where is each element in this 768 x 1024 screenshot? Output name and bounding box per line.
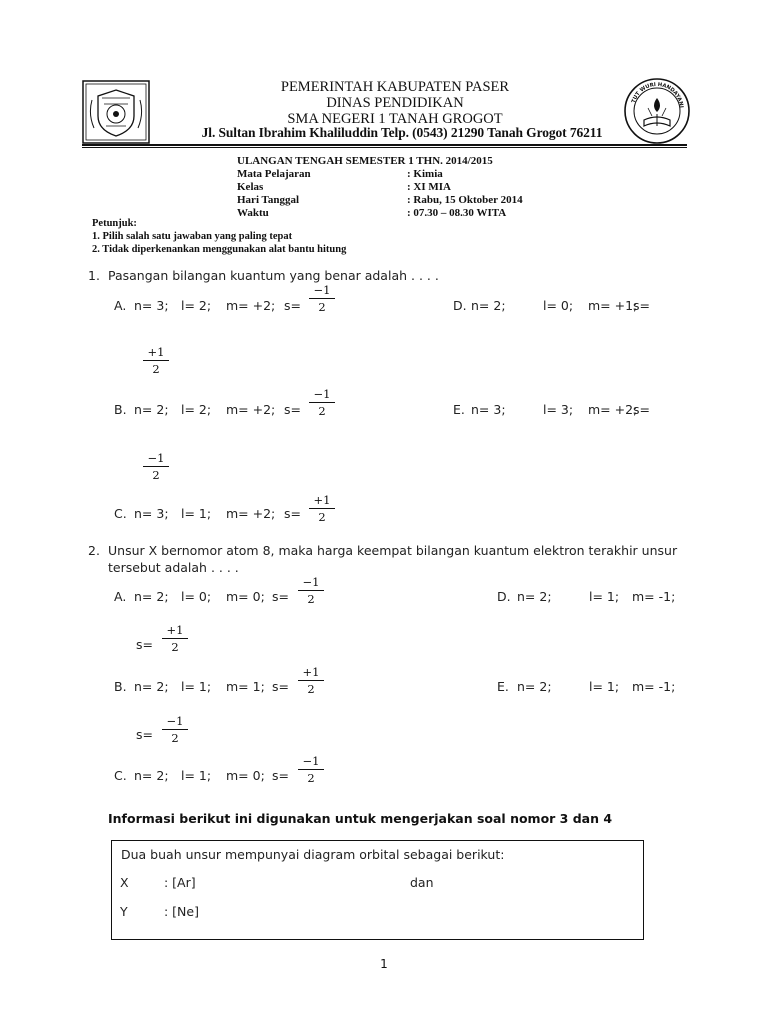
element-y-config: : [Ne] — [164, 904, 199, 919]
q2-option-c-s: s= — [272, 768, 289, 783]
exam-value-subject: : Kimia — [407, 168, 443, 180]
q1-option-e-spin-fraction — [143, 451, 169, 482]
q1-option-d-spin-fraction — [143, 345, 169, 376]
q2-text-line1: Unsur X bernomor atom 8, maka harga keempat bilangan kuantum elektron terakhir unsur — [108, 543, 678, 558]
q1-option-c-n: n= 3; — [134, 506, 169, 521]
exam-value-time: : 07.30 – 08.30 WITA — [407, 207, 507, 219]
q1-option-a-label: A. — [114, 298, 127, 313]
q2-option-c-m: m= 0; — [226, 768, 265, 783]
q1-option-c-spin-fraction — [309, 493, 335, 524]
q1-option-e-label: E. — [453, 402, 465, 417]
exam-value-class: : XI MIA — [407, 181, 451, 193]
element-x-label: X — [120, 875, 129, 890]
instruction-item: 1. Pilih salah satu jawaban yang paling tepat — [92, 231, 293, 242]
element-y-label: Y — [120, 904, 128, 919]
q1-option-e-l: l= 3; — [543, 402, 574, 417]
q2-option-c-n: n= 2; — [134, 768, 169, 783]
q1-option-b-spin-fraction — [309, 387, 335, 418]
exam-value-date: : Rabu, 15 Oktober 2014 — [407, 194, 523, 206]
q1-option-c-l: l= 1; — [181, 506, 212, 521]
q2-option-a-s: s= — [272, 589, 289, 604]
header-school: SMA NEGERI 1 TANAH GROGOT — [287, 111, 503, 127]
fraction-denominator: 2 — [152, 468, 160, 482]
q2-option-d-spin-fraction — [162, 623, 188, 654]
q1-option-e-m: m= +2; — [588, 402, 638, 417]
q1-option-a-s: s= — [284, 298, 301, 313]
q2-option-b-l: l= 1; — [181, 679, 212, 694]
fraction-denominator: 2 — [307, 771, 315, 785]
info-heading: Informasi berikut ini digunakan untuk mengerjakan soal nomor 3 dan 4 — [108, 811, 613, 826]
page-number: 1 — [380, 957, 388, 971]
fraction-denominator: 2 — [318, 404, 326, 418]
q1-option-b-label: B. — [114, 402, 127, 417]
fraction-numerator: +1 — [298, 665, 324, 681]
fraction-numerator: −1 — [298, 754, 324, 770]
q2-option-a-n: n= 2; — [134, 589, 169, 604]
q2-option-e-m: m= -1; — [632, 679, 676, 694]
q1-option-a-n: n= 3; — [134, 298, 169, 313]
q1-option-b-m: m= +2; — [226, 402, 276, 417]
fraction-denominator: 2 — [171, 731, 179, 745]
q1-option-d-n: n= 2; — [471, 298, 506, 313]
fraction-denominator: 2 — [318, 300, 326, 314]
q2-option-a-l: l= 0; — [181, 589, 212, 604]
header-address: Jl. Sultan Ibrahim Khaliluddin Telp. (0543) 21290 Tanah Grogot 76211 — [201, 125, 603, 140]
q1-option-a-l: l= 2; — [181, 298, 212, 313]
q2-option-c-spin-fraction — [298, 754, 324, 785]
logo-motto-text: TUT WURI HANDAYANI — [630, 81, 684, 109]
info-box-intro: Dua buah unsur mempunyai diagram orbital sebagai berikut: — [121, 847, 505, 862]
q1-option-d-l: l= 0; — [543, 298, 574, 313]
q2-text-line2: tersebut adalah . . . . — [108, 560, 239, 575]
header-department: DINAS PENDIDIKAN — [326, 95, 464, 111]
q2-option-b-n: n= 2; — [134, 679, 169, 694]
fraction-numerator: +1 — [143, 345, 169, 361]
fraction-numerator: +1 — [309, 493, 335, 509]
q1-option-b-n: n= 2; — [134, 402, 169, 417]
exam-label-subject: Mata Pelajaran — [237, 168, 311, 180]
q1-option-b-l: l= 2; — [181, 402, 212, 417]
q1-option-d-label: D. — [453, 298, 467, 313]
q1-option-a-m: m= +2; — [226, 298, 276, 313]
fraction-denominator: 2 — [171, 640, 179, 654]
exam-label-time: Waktu — [237, 207, 269, 219]
q1-option-c-s: s= — [284, 506, 301, 521]
q2-option-e-l: l= 1; — [589, 679, 620, 694]
q2-option-e-spin-fraction — [162, 714, 188, 745]
q1-option-c-label: C. — [114, 506, 127, 521]
q2-option-a-label: A. — [114, 589, 127, 604]
fraction-denominator: 2 — [307, 682, 315, 696]
header-divider — [82, 144, 687, 146]
fraction-numerator: +1 — [162, 623, 188, 639]
q2-option-b-s: s= — [272, 679, 289, 694]
fraction-denominator: 2 — [152, 362, 160, 376]
instructions-title: Petunjuk: — [92, 218, 137, 229]
fraction-numerator: −1 — [309, 283, 335, 299]
q2-number: 2. — [88, 543, 100, 558]
fraction-numerator: −1 — [143, 451, 169, 467]
q1-option-d-m: m= +1; — [588, 298, 638, 313]
element-x-config: : [Ar] — [164, 875, 196, 890]
exam-label-class: Kelas — [237, 181, 264, 193]
q2-option-e-n: n= 2; — [517, 679, 552, 694]
q1-text: Pasangan bilangan kuantum yang benar adalah . . . . — [108, 268, 439, 283]
q2-option-c-label: C. — [114, 768, 127, 783]
fraction-numerator: −1 — [298, 575, 324, 591]
q1-number: 1. — [88, 268, 100, 283]
q2-option-b-m: m= 1; — [226, 679, 265, 694]
q2-option-e-s: s= — [136, 727, 153, 742]
fraction-denominator: 2 — [318, 510, 326, 524]
q1-option-a-spin-fraction — [309, 283, 335, 314]
info-box — [111, 840, 644, 940]
q2-option-d-n: n= 2; — [517, 589, 552, 604]
q2-option-d-m: m= -1; — [632, 589, 676, 604]
instruction-item: 2. Tidak diperkenankan menggunakan alat bantu hitung — [92, 244, 347, 255]
q1-option-b-s: s= — [284, 402, 301, 417]
q2-option-d-s: s= — [136, 637, 153, 652]
q2-option-b-label: B. — [114, 679, 127, 694]
exam-title: ULANGAN TENGAH SEMESTER 1 THN. 2014/2015 — [237, 155, 493, 167]
q2-option-d-l: l= 1; — [589, 589, 620, 604]
fraction-numerator: −1 — [162, 714, 188, 730]
q2-option-a-m: m= 0; — [226, 589, 265, 604]
fraction-numerator: −1 — [309, 387, 335, 403]
q2-option-a-spin-fraction — [298, 575, 324, 606]
exam-label-date: Hari Tanggal — [237, 194, 300, 206]
q1-option-c-m: m= +2; — [226, 506, 276, 521]
regency-crest-logo — [82, 80, 150, 144]
q1-option-d-s: s= — [633, 298, 650, 313]
q1-option-e-n: n= 3; — [471, 402, 506, 417]
q2-option-b-spin-fraction — [298, 665, 324, 696]
q2-option-d-label: D. — [497, 589, 511, 604]
header-government: PEMERINTAH KABUPATEN PASER — [280, 79, 510, 95]
fraction-denominator: 2 — [307, 592, 315, 606]
header-divider-thin — [82, 147, 687, 148]
q2-option-c-l: l= 1; — [181, 768, 212, 783]
and-text: dan — [410, 875, 434, 890]
q2-option-e-label: E. — [497, 679, 509, 694]
q1-option-e-s: s= — [633, 402, 650, 417]
